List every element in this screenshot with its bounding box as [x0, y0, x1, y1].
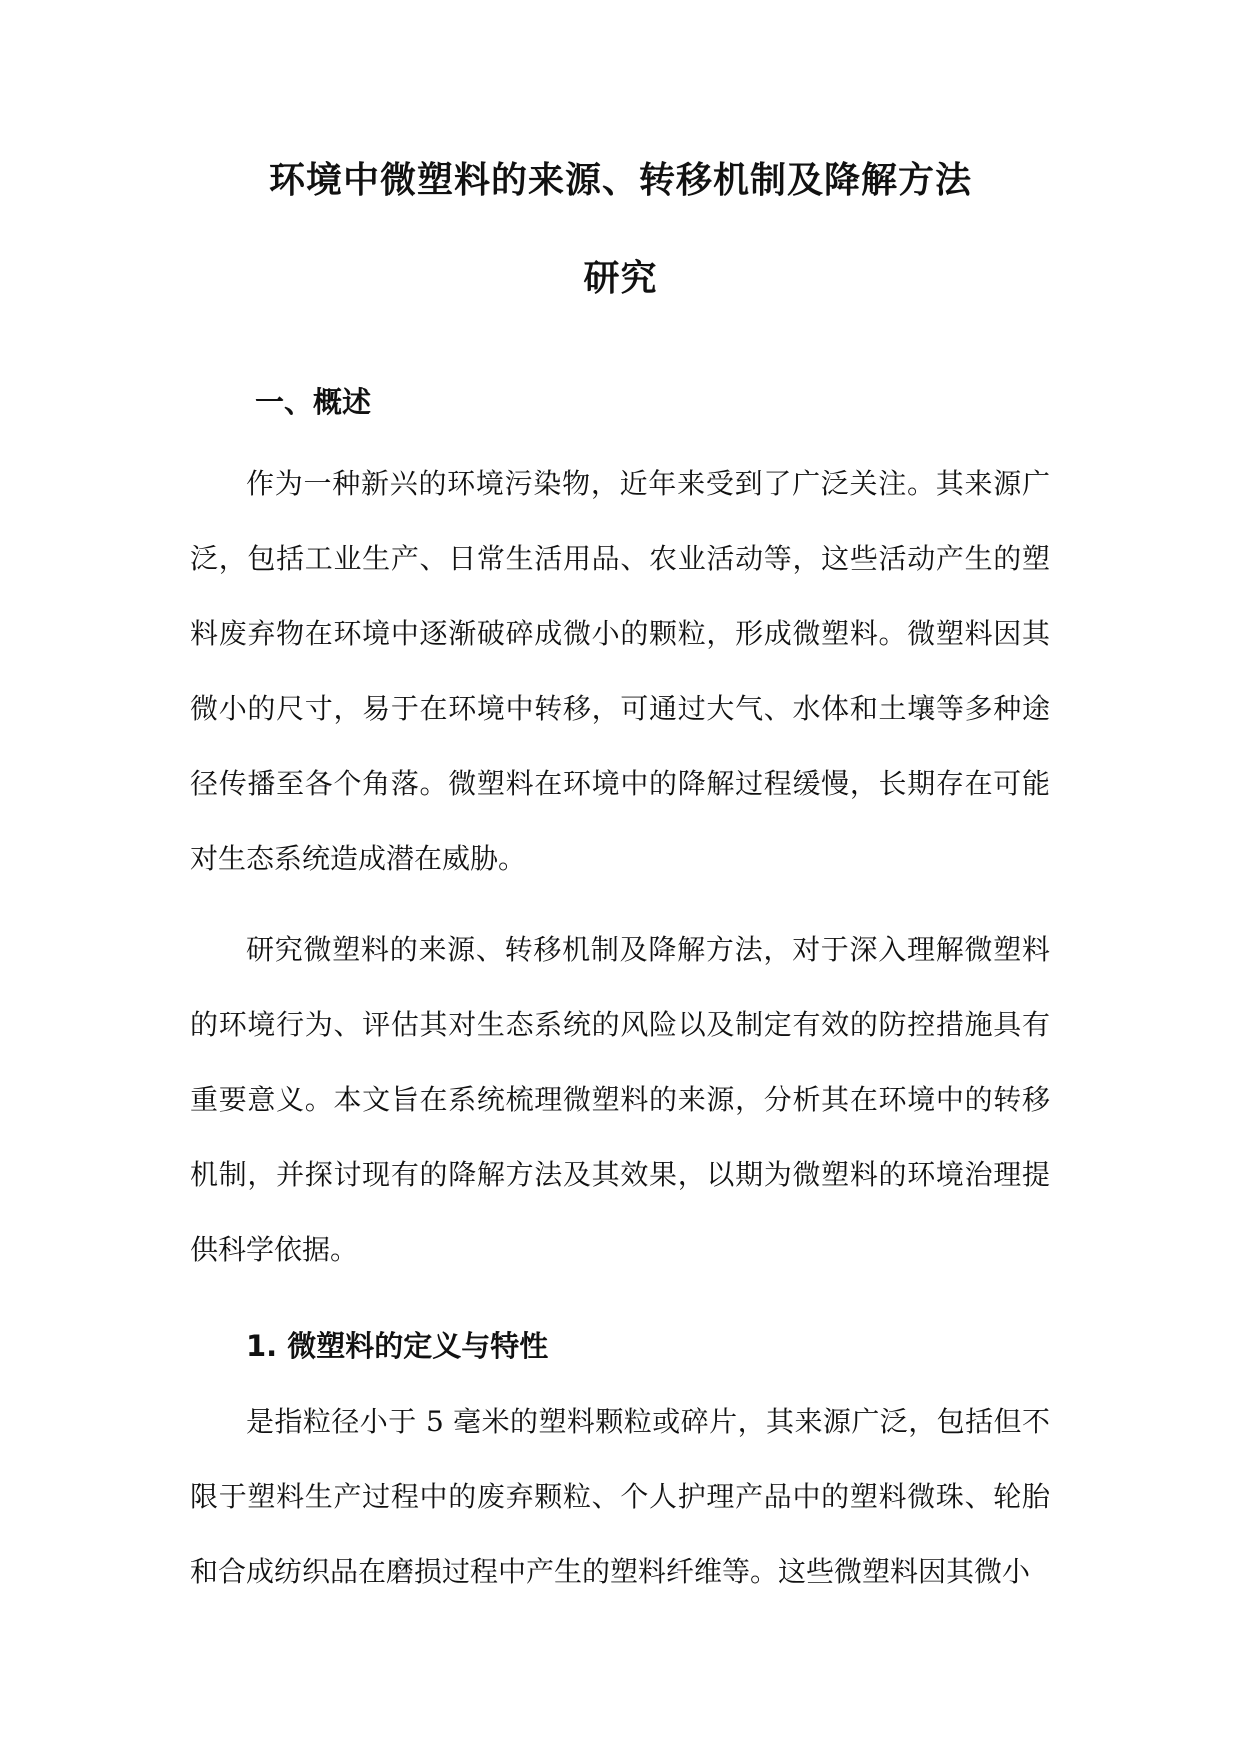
subsection-heading-definition: 1. 微塑料的定义与特性: [246, 1329, 549, 1363]
body-paragraph-1: 作为一种新兴的环境污染物，近年来受到了广泛关注。其来源广泛，包括工业生产、日常生活用品、农业活动等，这些活动产生的塑料废弃物在环境中逐渐破碎成微小的颗粒，形成微塑料。微塑料因其微小的尺寸，易于在环境中转移，可通过大气、水体和土壤等多种途径传播至各个角落。微塑料在环境中的降解过程缓慢，长期存在可能对生态系统造成潜在威胁。: [190, 467, 1050, 875]
body-paragraph-2: 研究微塑料的来源、转移机制及降解方法，对于深入理解微塑料的环境行为、评估其对生态系统的风险以及制定有效的防控措施具有重要意义。本文旨在系统梳理微塑料的来源，分析其在环境中的转移机制，并探讨现有的降解方法及其效果，以期为微塑料的环境治理提供科学依据。: [190, 933, 1050, 1266]
body-paragraph-3: 是指粒径小于 5 毫米的塑料颗粒或碎片，其来源广泛，包括但不限于塑料生产过程中的废弃颗粒、个人护理产品中的塑料微珠、轮胎和合成纺织品在磨损过程中产生的塑料纤维等。这些微塑料因其微小: [190, 1405, 1050, 1588]
document-title-line-2: 研究: [583, 258, 658, 299]
section-heading-overview: 一、概述: [255, 385, 372, 419]
document-title-line-1: 环境中微塑料的来源、转移机制及降解方法: [268, 160, 972, 201]
